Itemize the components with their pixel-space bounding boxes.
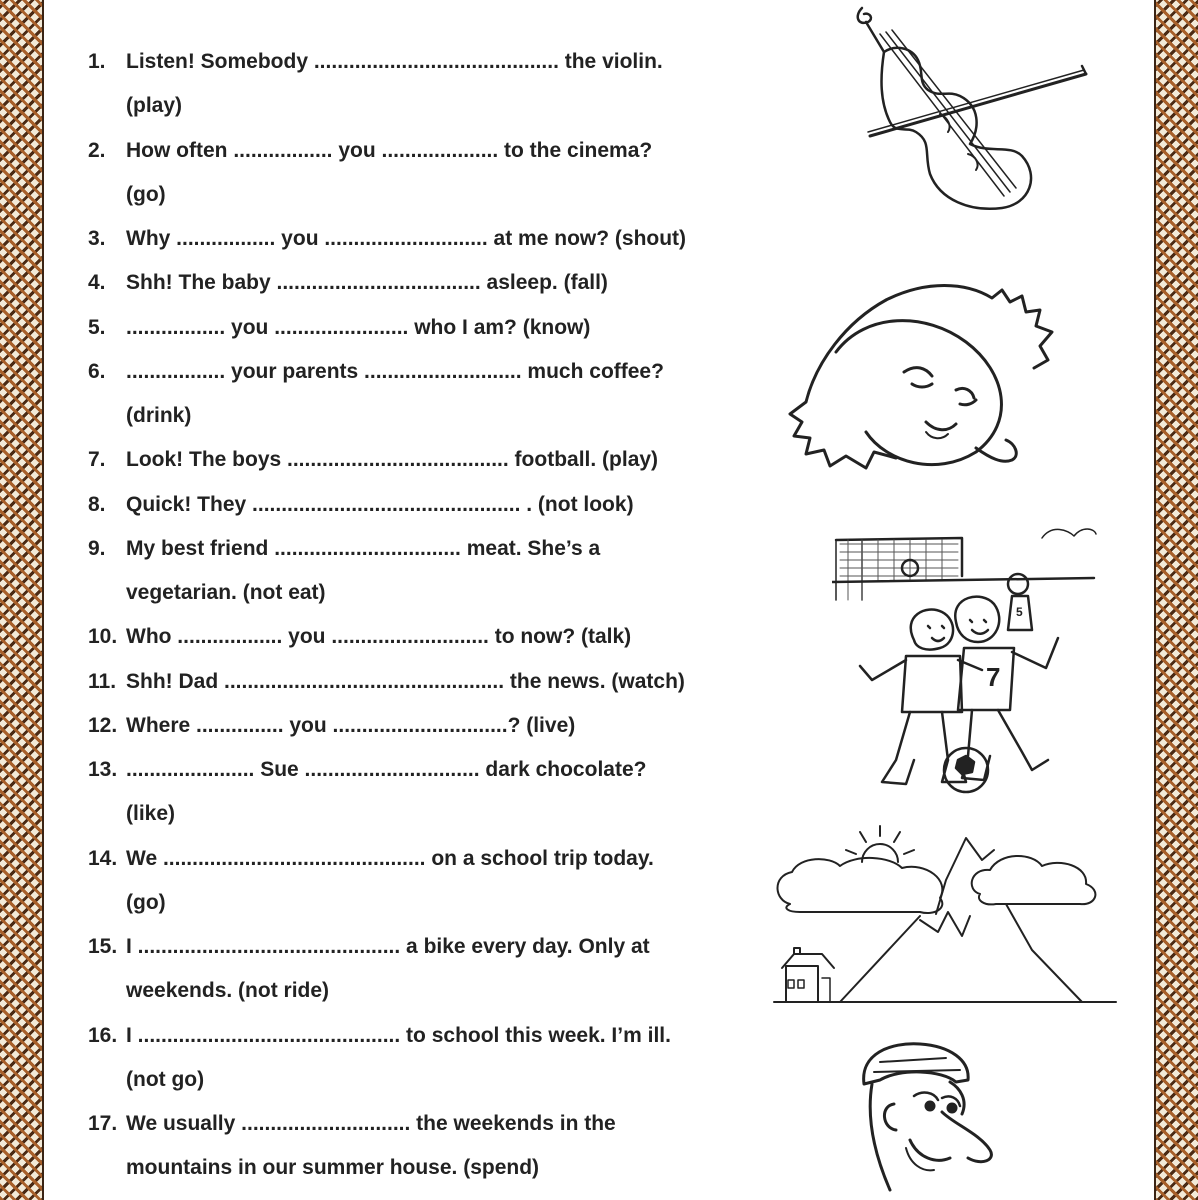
exercise-number: 17. bbox=[88, 1112, 118, 1135]
exercise-15 bbox=[88, 925, 768, 969]
exercise-number: 3. bbox=[88, 227, 106, 250]
player-number-7: 7 bbox=[986, 662, 1001, 692]
exercise-text: Why ................. you ............................ at me now? (shout) bbox=[126, 227, 687, 250]
exercise-16-continued: (not go) bbox=[126, 1067, 205, 1091]
sleeping-baby-illustration bbox=[776, 272, 1066, 477]
exercise-16 bbox=[88, 1014, 768, 1058]
exercise-text: Shh! The baby ................................... asleep. (fall) bbox=[126, 271, 608, 295]
exercise-1 bbox=[88, 40, 768, 84]
exercise-9 bbox=[88, 527, 768, 571]
exercise-14-continued: (go) bbox=[126, 890, 166, 914]
exercise-text: I ............................................. a bike every day. Only at bbox=[126, 935, 650, 958]
exercise-6 bbox=[88, 350, 768, 394]
exercise-number: 12. bbox=[88, 713, 118, 737]
exercise-text: ...................... Sue .............................. dark chocolate? bbox=[126, 758, 647, 781]
exercise-11 bbox=[88, 660, 768, 704]
exercise-4 bbox=[88, 261, 768, 305]
exercise-text: Listen! Somebody .......................................... the violin. bbox=[126, 50, 663, 73]
exercise-17 bbox=[88, 1102, 768, 1146]
exercise-text: ................. you ....................... who I am? (know) bbox=[126, 315, 591, 339]
exercise-3 bbox=[88, 217, 768, 261]
exercise-10 bbox=[88, 615, 768, 659]
exercise-8 bbox=[88, 483, 768, 527]
exercise-text: Shh! Dad ................................................ the news. (watch) bbox=[126, 669, 685, 693]
exercise-number: 10. bbox=[88, 625, 118, 649]
exercise-text: Quick! They .............................................. . (not look) bbox=[126, 492, 634, 516]
exercise-number: 2. bbox=[88, 138, 106, 162]
exercise-number: 8. bbox=[88, 492, 106, 516]
exercise-1-continued: (play) bbox=[126, 94, 183, 118]
exercise-text: How often ................. you .................... to the cinema? bbox=[126, 138, 653, 162]
exercise-number: 7. bbox=[88, 448, 106, 472]
mountain-landscape-illustration bbox=[770, 820, 1120, 1012]
exercise-text: We ............................................. on a school trip today. bbox=[126, 846, 654, 870]
exercise-list bbox=[88, 40, 768, 1191]
exercise-17-continued: mountains in our summer house. (spend) bbox=[126, 1156, 540, 1180]
player-number-2: 2 bbox=[920, 664, 935, 694]
exercise-text: Where ............... you ..............................? (live) bbox=[126, 713, 576, 737]
decorative-border-right bbox=[1154, 0, 1198, 1200]
exercise-5 bbox=[88, 306, 768, 350]
football-players-illustration bbox=[832, 520, 1102, 800]
exercise-2 bbox=[88, 129, 768, 173]
exercise-2-continued: (go) bbox=[126, 182, 166, 206]
exercise-7 bbox=[88, 438, 768, 482]
exercise-14 bbox=[88, 837, 768, 881]
exercise-number: 14. bbox=[88, 846, 118, 870]
exercise-text: Who .................. you ........................... to now? (talk) bbox=[126, 625, 632, 649]
exercise-12 bbox=[88, 704, 768, 748]
violin-illustration bbox=[840, 4, 1100, 219]
decorative-border-left bbox=[0, 0, 44, 1200]
exercise-9-continued: vegetarian. (not eat) bbox=[126, 581, 326, 604]
exercise-13 bbox=[88, 748, 768, 792]
exercise-15-continued: weekends. (not ride) bbox=[126, 979, 330, 1003]
player-number-5: 5 bbox=[1016, 605, 1023, 619]
exercise-number: 15. bbox=[88, 935, 118, 958]
exercise-13-continued: (like) bbox=[126, 802, 176, 826]
exercise-text: My best friend ................................ meat. She’s a bbox=[126, 536, 601, 560]
exercise-text: I ............................................. to school this week. I’m ill. bbox=[126, 1023, 671, 1047]
exercise-number: 1. bbox=[88, 50, 106, 73]
exercise-6-continued: (drink) bbox=[126, 404, 192, 427]
exercise-text: Look! The boys ...................................... football. (play) bbox=[126, 448, 659, 472]
exercise-text: ................. your parents ........................... much coffee? bbox=[126, 359, 664, 383]
exercise-number: 6. bbox=[88, 359, 106, 383]
exercise-number: 16. bbox=[88, 1023, 118, 1047]
exercise-number: 11. bbox=[88, 669, 117, 693]
exercise-number: 9. bbox=[88, 536, 106, 560]
exercise-number: 4. bbox=[88, 271, 106, 295]
exercise-number: 5. bbox=[88, 315, 106, 339]
exercise-text: We usually ............................. the weekends in the bbox=[126, 1112, 616, 1135]
exercise-number: 13. bbox=[88, 758, 118, 781]
cyclist-illustration bbox=[850, 1040, 1020, 1200]
